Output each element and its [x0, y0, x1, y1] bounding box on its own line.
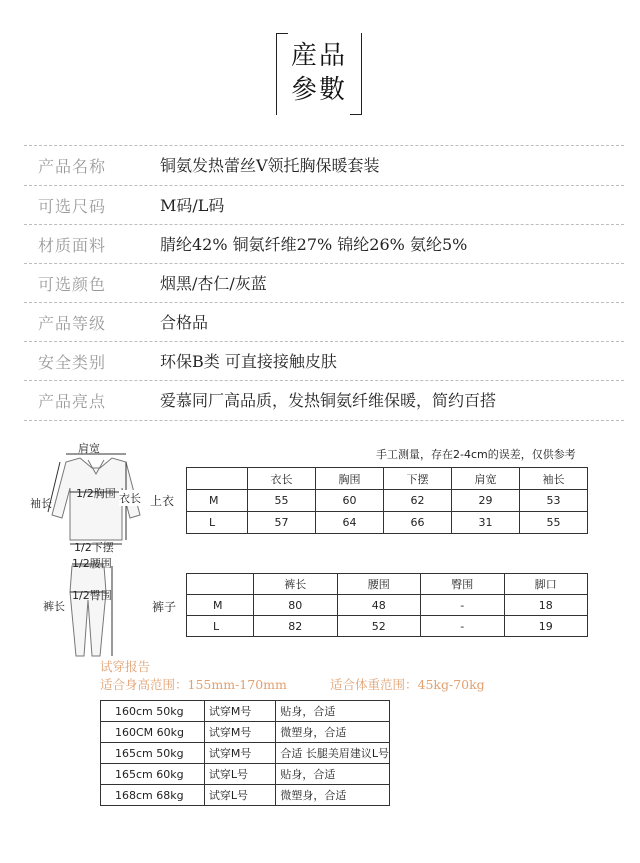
sleeve-label: 袖长 — [30, 497, 52, 510]
table-row — [101, 785, 390, 806]
table-cell: 160cm 50kg — [101, 701, 205, 722]
table-cell: 贴身，合适 — [276, 764, 390, 785]
table-cell: 168cm 68kg — [101, 785, 205, 806]
param-label: 可选尺码 — [38, 197, 107, 216]
table-header-cell: 袖长 — [520, 468, 588, 490]
table-header-cell: 裤长 — [254, 574, 338, 595]
table-cell: 试穿M号 — [204, 701, 276, 722]
table-cell: 64 — [316, 512, 384, 534]
table-row — [187, 595, 588, 616]
param-label: 安全类别 — [38, 353, 107, 372]
waist-label: 1/2腰围 — [72, 557, 112, 570]
param-label: 产品亮点 — [38, 392, 107, 411]
table-cell: 31 — [452, 512, 520, 534]
param-label: 产品名称 — [38, 157, 107, 176]
top-table-label: 上衣 — [150, 494, 175, 508]
table-header-row — [187, 574, 588, 595]
table-row — [101, 701, 390, 722]
param-value: 腈纶42% 铜氨纤维27% 锦纶26% 氨纶5% — [160, 235, 468, 254]
table-cell: 80 — [254, 595, 338, 616]
table-cell: 165cm 60kg — [101, 764, 205, 785]
param-value: 铜氨发热蕾丝V领托胸保暖套装 — [160, 156, 380, 175]
trial-report-table — [100, 700, 390, 806]
divider — [24, 420, 624, 421]
table-cell: 62 — [384, 490, 452, 512]
table-cell: 贴身，合适 — [276, 701, 390, 722]
table-header-cell: 衣长 — [248, 468, 316, 490]
pants-size-table — [186, 573, 588, 637]
param-row — [0, 225, 640, 263]
table-cell: 18 — [504, 595, 588, 616]
param-label: 产品等级 — [38, 314, 107, 333]
height-range: 适合身高范围：155mm-170mm — [100, 677, 287, 692]
param-row — [0, 186, 640, 224]
table-cell: 57 — [248, 512, 316, 534]
section-title — [276, 39, 362, 107]
table-header-cell: 腰围 — [337, 574, 421, 595]
pants-size-diagram — [40, 552, 150, 662]
weight-range: 适合体重范围：45kg-70kg — [330, 677, 485, 692]
table-cell: 试穿M号 — [204, 722, 276, 743]
table-row — [101, 764, 390, 785]
table-cell: - — [421, 616, 505, 637]
table-header-cell: 肩宽 — [452, 468, 520, 490]
table-cell: 66 — [384, 512, 452, 534]
table-cell: 160CM 60kg — [101, 722, 205, 743]
report-title: 试穿报告 — [100, 659, 151, 674]
table-cell: 试穿L号 — [204, 764, 276, 785]
table-cell: M — [187, 490, 248, 512]
pants-table-label: 裤子 — [152, 600, 177, 614]
table-cell: 165cm 50kg — [101, 743, 205, 764]
measurement-note: 手工测量，存在2-4cm的误差，仅供参考 — [376, 448, 576, 461]
table-header-cell: 胸围 — [316, 468, 384, 490]
title-box-corner — [276, 33, 288, 34]
table-cell: M — [187, 595, 254, 616]
table-cell: L — [187, 616, 254, 637]
table-row — [101, 722, 390, 743]
table-cell: 82 — [254, 616, 338, 637]
param-label: 可选颜色 — [38, 275, 107, 294]
table-header-row — [187, 468, 588, 490]
param-value: 环保B类 可直接接触皮肤 — [160, 352, 337, 371]
top-size-table — [186, 467, 588, 534]
table-cell: L — [187, 512, 248, 534]
param-row — [0, 342, 640, 380]
table-cell: 微塑身，合适 — [276, 722, 390, 743]
param-row — [0, 381, 640, 419]
hem-label: 1/2下摆 — [74, 541, 114, 554]
table-cell: 试穿L号 — [204, 785, 276, 806]
pants-length-label: 裤长 — [43, 600, 65, 613]
table-row — [187, 490, 588, 512]
table-cell: 52 — [337, 616, 421, 637]
table-cell: 19 — [504, 616, 588, 637]
table-row — [187, 616, 588, 637]
section-title-box — [276, 33, 362, 115]
table-row — [101, 743, 390, 764]
table-cell: 29 — [452, 490, 520, 512]
table-cell: 55 — [248, 490, 316, 512]
table-header-cell — [187, 468, 248, 490]
table-cell: 53 — [520, 490, 588, 512]
shoulder-label: 肩宽 — [78, 442, 100, 455]
title-box-corner — [350, 114, 362, 115]
table-header-cell — [187, 574, 254, 595]
top-size-diagram — [30, 440, 160, 555]
table-row — [187, 512, 588, 534]
param-value: 烟黑/杏仁/灰蓝 — [160, 274, 267, 293]
table-header-cell: 下摆 — [384, 468, 452, 490]
table-cell: 合适 长腿美眉建议L号 — [276, 743, 390, 764]
param-label: 材质面料 — [38, 236, 107, 255]
table-cell: - — [421, 595, 505, 616]
length-label: 衣长 — [119, 492, 141, 505]
table-cell: 55 — [520, 512, 588, 534]
table-cell: 试穿M号 — [204, 743, 276, 764]
table-cell: 48 — [337, 595, 421, 616]
hip-label: 1/2臀围 — [72, 589, 112, 602]
param-row — [0, 264, 640, 302]
chest-label: 1/2胸围 — [76, 487, 116, 500]
table-cell: 60 — [316, 490, 384, 512]
param-value: 合格品 — [160, 313, 209, 332]
param-row — [0, 146, 640, 184]
section-title-line2: 參數 — [290, 75, 347, 105]
table-cell: 微塑身，合适 — [276, 785, 390, 806]
param-value: M码/L码 — [160, 196, 225, 215]
param-value: 爱慕同厂高品质，发热铜氨纤维保暖，简约百搭 — [160, 391, 497, 410]
table-header-cell: 臀围 — [421, 574, 505, 595]
param-row — [0, 303, 640, 341]
table-header-cell: 脚口 — [504, 574, 588, 595]
section-title-line1: 産品 — [290, 41, 347, 71]
